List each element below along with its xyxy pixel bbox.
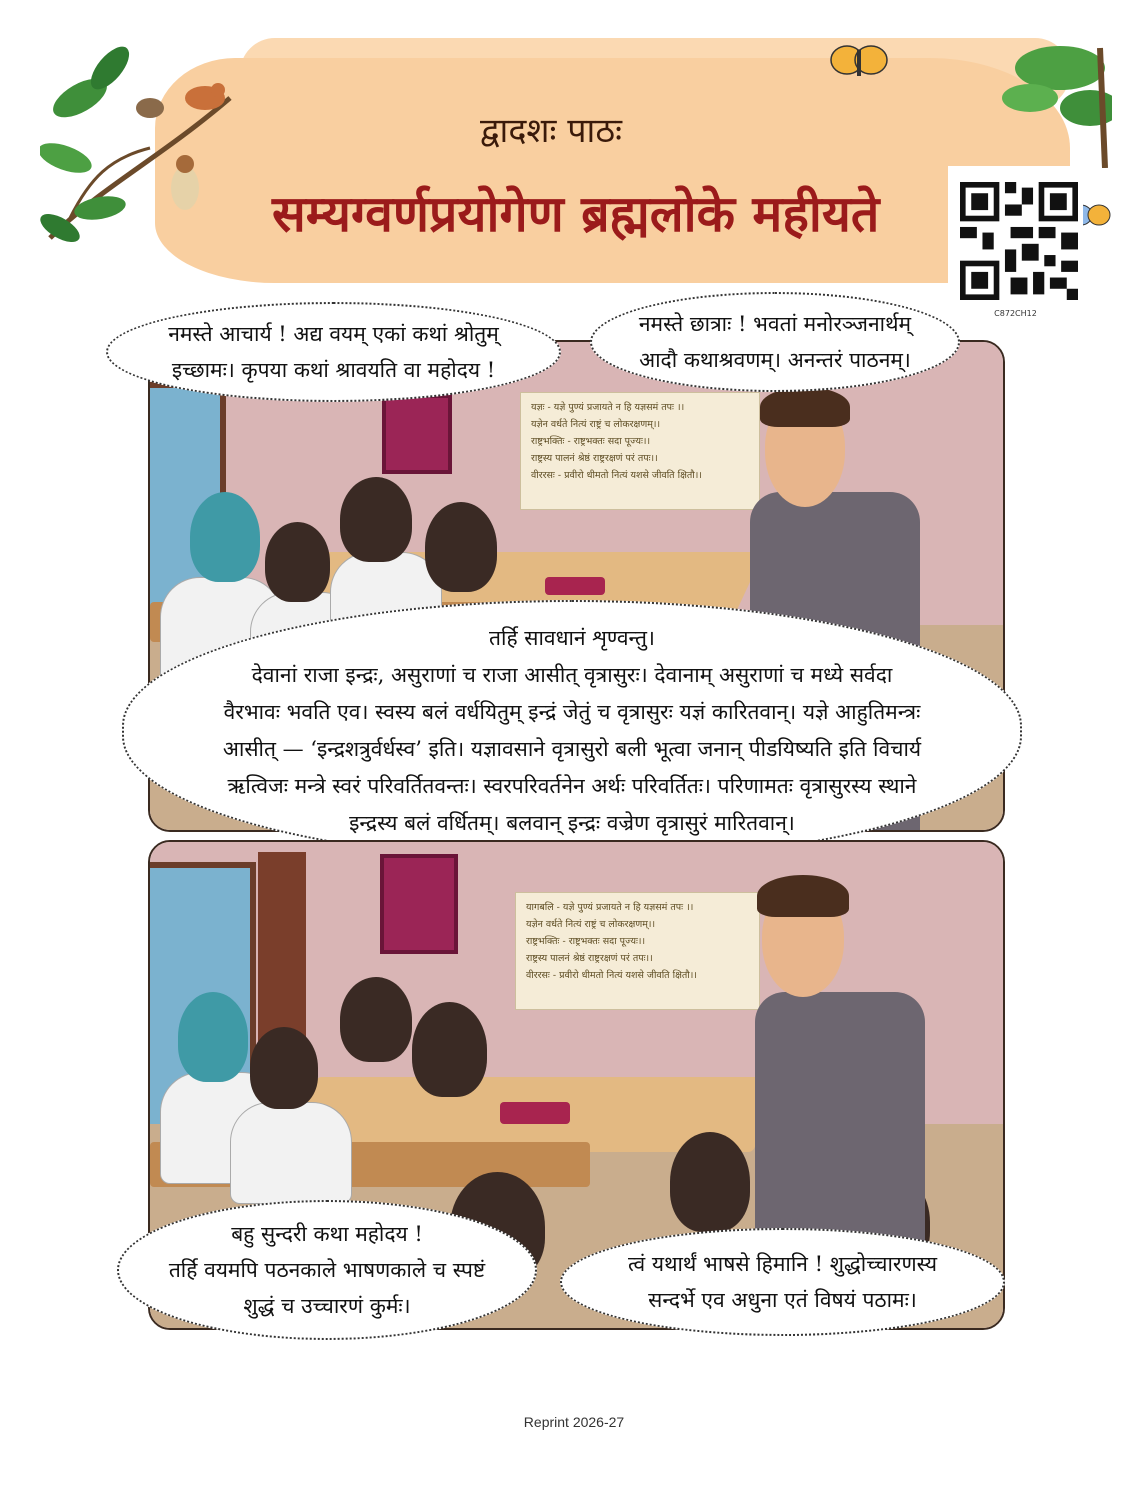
notice-board xyxy=(382,394,452,474)
story-line: इन्द्रस्य बलं वर्धितम्। बलवान् इन्द्रः वज्रेण वृत्रासुरं मारितवान्। xyxy=(349,811,795,835)
chart-line: वीररसः - प्रवीरो धीमतो नित्यं यशसे जीवति क्षितौ।। xyxy=(531,470,702,481)
student-back-head xyxy=(670,1132,750,1232)
student-turban xyxy=(190,492,260,582)
chart-line: राष्ट्रभक्तिः - राष्ट्रभक्तः सदा पूज्यः।। xyxy=(531,436,651,447)
chart-line: वीररसः - प्रवीरो धीमतो नित्यं यशसे जीवति क्षितौ।। xyxy=(526,970,697,981)
speech-bubble-story xyxy=(122,600,1022,862)
teacher-hair xyxy=(760,387,850,427)
teacher-hair xyxy=(757,875,849,917)
lesson-header xyxy=(40,38,1112,318)
speech-bubble-teacher-reply xyxy=(560,1228,1005,1336)
header-bg xyxy=(155,58,1070,283)
bubble-line: सन्दर्भे एव अधुना एतं विषयं पठामः। xyxy=(648,1288,917,1312)
qr-caption: C872CH12 xyxy=(994,309,1037,318)
chart-line: यागबलि - यज्ञे पुण्यं प्रजायते न हि यज्ञसमं तपः ।। xyxy=(526,902,694,913)
qr-code-icon xyxy=(960,182,1078,300)
speech-bubble-student-himani xyxy=(117,1200,537,1340)
bubble-line: नमस्ते आचार्य ! अद्य वयम् एकां कथां श्रोतुम् xyxy=(168,322,499,346)
book xyxy=(500,1102,570,1124)
chart-line: यज्ञेन वर्धते नित्यं राष्ट्रं च लोकरक्षणम्।। xyxy=(526,919,656,930)
wall-chart xyxy=(515,892,760,1010)
qr-code-box[interactable] xyxy=(948,166,1083,321)
bubble-line: शुद्धं च उच्चारणं कुर्मः। xyxy=(243,1294,411,1318)
chart-line: राष्ट्रभक्तिः - राष्ट्रभक्तः सदा पूज्यः।। xyxy=(526,936,646,947)
story-line: ऋत्विजः मन्त्रे स्वरं परिवर्तितवन्तः। स्वरपरिवर्तनेन अर्थः परिवर्तितः। परिणामतः वृत्रासुरस्य स्थाने xyxy=(227,774,917,798)
chart-line: राष्ट्रस्य पालनं श्रेष्ठं राष्ट्ररक्षणं परं तपः।। xyxy=(526,953,653,964)
story-line: आसीत् — ‘इन्द्रशत्रुर्वर्धस्व’ इति। यज्ञावसाने वृत्रासुरो बली भूत्वा जनान् पीडयिष्यति इति विचार्य xyxy=(222,737,922,761)
bubble-line: तर्हि वयमपि पठनकाले भाषणकाले च स्पष्टं xyxy=(168,1258,486,1282)
student-head xyxy=(340,477,412,562)
bubble-line: नमस्ते छात्राः ! भवतां मनोरञ्जनार्थम् xyxy=(638,312,912,336)
notice-board xyxy=(380,854,458,954)
bubble-line: बहु सुन्दरी कथा महोदय ! xyxy=(231,1222,423,1246)
chart-line: यज्ञेन वर्धते नित्यं राष्ट्रं च लोकरक्षणम्।। xyxy=(531,419,661,430)
tree-leaves-illustration xyxy=(1000,38,1112,168)
bubble-line: त्वं यथार्थं भाषसे हिमानि ! शुद्धोच्चारणस्य xyxy=(627,1252,938,1276)
lesson-title: सम्यग्वर्णप्रयोगेण ब्रह्मलोके महीयते xyxy=(272,185,880,243)
student-girl-head xyxy=(412,1002,487,1097)
chart-line: यज्ञः - यज्ञे पुण्यं प्रजायते न हि यज्ञसमं तपः ।। xyxy=(531,402,685,413)
reprint-footer: Reprint 2026-27 xyxy=(523,1414,625,1430)
wall-chart xyxy=(520,392,760,510)
speech-bubble-students xyxy=(106,302,561,402)
story-line: देवानां राजा इन्द्रः, असुराणां च राजा आसीत् वृत्रासुरः। देवानाम् असुराणां च मध्ये सर्वदा xyxy=(251,663,893,687)
student-girl-head xyxy=(425,502,497,592)
chart-line: राष्ट्रस्य पालनं श्रेष्ठं राष्ट्ररक्षणं परं तपः।। xyxy=(531,453,658,464)
bubble-line: इच्छामः। कृपया कथां श्रावयति वा महोदय ! xyxy=(171,358,496,382)
story-intro: तर्हि सावधानं शृण्वन्तु। xyxy=(489,626,655,650)
speech-bubble-teacher xyxy=(590,292,960,392)
story-line: वैरभावः भवति एव। स्वस्य बलं वर्धयितुम् इन्द्रं जेतुं च वृत्रासुरः यज्ञं कारितवान्। यज्ञे आहुतिमन्त्रः xyxy=(223,700,921,724)
student-turban xyxy=(178,992,248,1082)
student xyxy=(230,1102,352,1204)
student-head xyxy=(265,522,330,602)
bubble-line: आदौ कथाश्रवणम्। अनन्तरं पाठनम्। xyxy=(639,348,911,372)
student-head xyxy=(250,1027,318,1109)
butterfly-icon xyxy=(825,40,895,85)
book xyxy=(545,577,605,595)
student-head xyxy=(340,977,412,1062)
lesson-number: द्वादशः पाठः xyxy=(480,111,622,151)
branch-bird-illustration xyxy=(40,38,250,253)
